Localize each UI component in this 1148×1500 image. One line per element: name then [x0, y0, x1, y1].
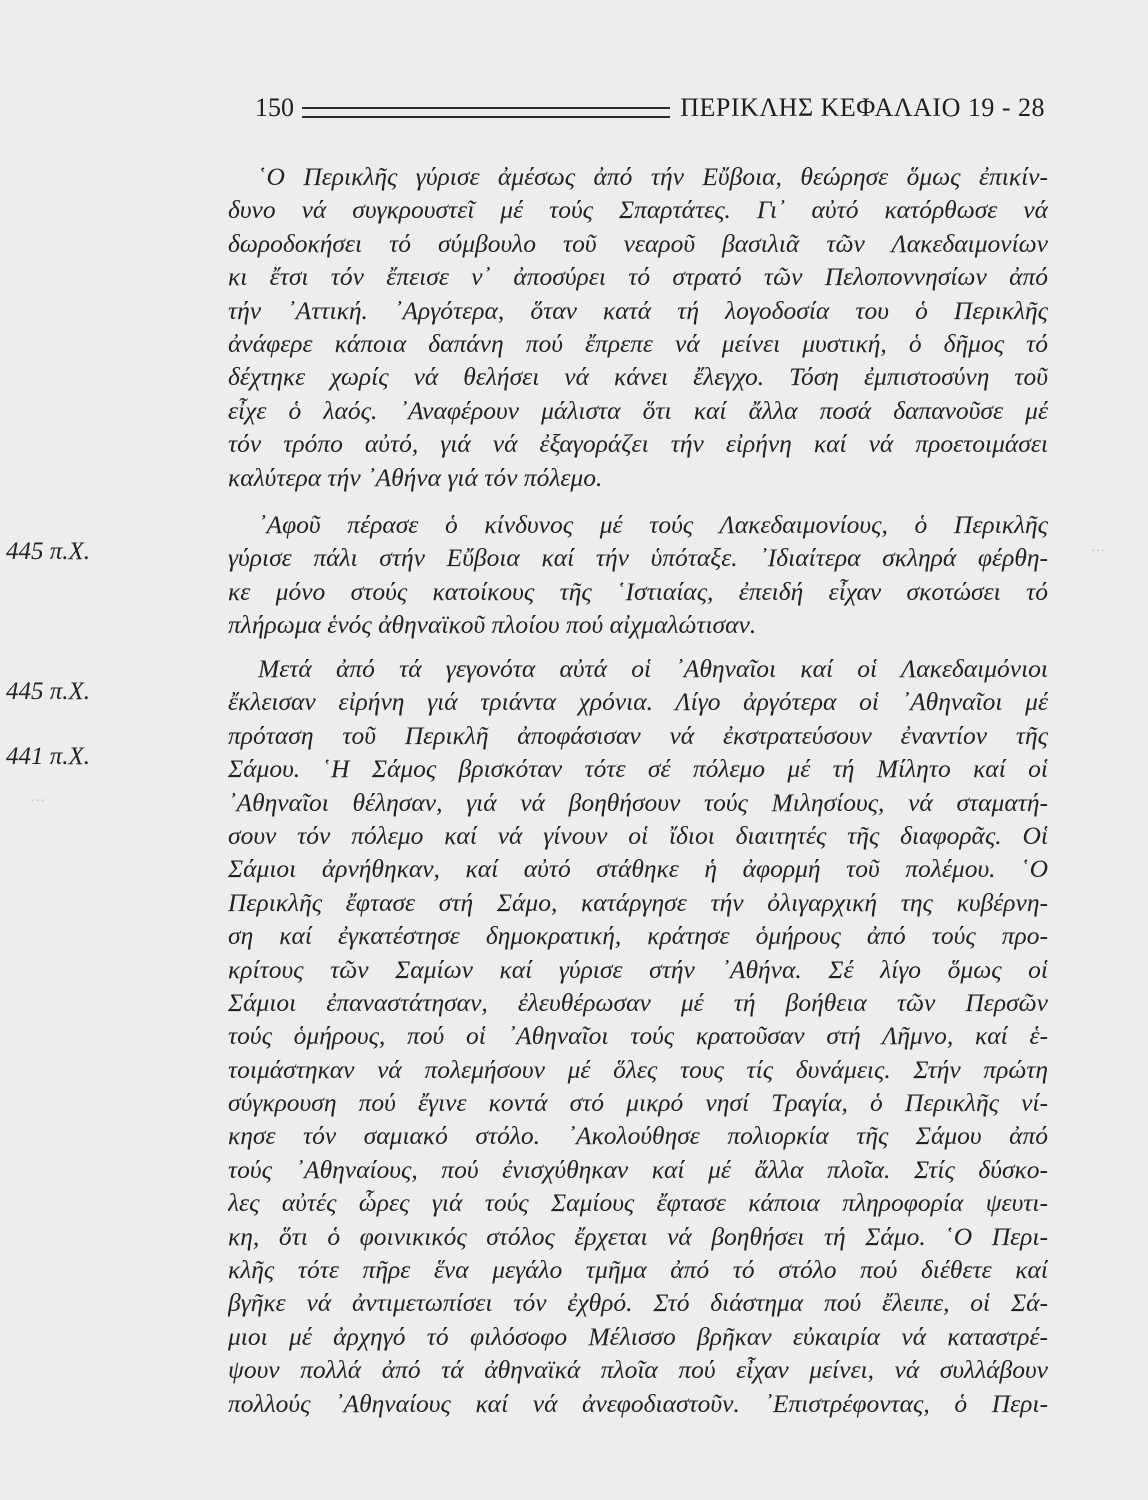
text-line: τούς ᾿Αθηναίους, πού ἐνισχύθηκαν καί μέ ἄλλα πλοῖα. Στίς δύσκο-	[228, 1154, 1048, 1184]
text-line: βγῆκε νά ἀντιμετωπίσει τόν ἐχθρό. Στό διάστημα πού ἔλειπε, οἱ Σά-	[228, 1288, 1048, 1318]
text-line: τοιμάστηκαν νά πολεμήσουν μέ ὅλες τους τίς δυνάμεις. Στήν πρώτη	[228, 1054, 1048, 1084]
text-line: ψουν πολλά ἀπό τά ἀθηναϊκά πλοῖα πού εἶχαν μείνει, νά συλλάβουν	[228, 1355, 1048, 1385]
text-line: Σάμιοι ἀρνήθηκαν, καί αὐτό στάθηκε ἡ ἀφορμή τοῦ πολέμου. ῾Ο	[228, 854, 1048, 884]
text-line: δωροδοκήσει τό σύμβουλο τοῦ νεαροῦ βασιλιᾶ τῶν Λακεδαιμονίων	[228, 228, 1048, 258]
text-line: πρόταση τοῦ Περικλῆ ἀποφάσισαν νά ἐκστρατεύσουν ἐναντίον τῆς	[228, 720, 1048, 750]
text-line: ᾿Αφοῦ πέρασε ὁ κίνδυνος μέ τούς Λακεδαιμονίους, ὁ Περικλῆς	[258, 510, 1048, 539]
text-line: πολλούς ᾿Αθηναίους καί νά ἀνεφοδιαστοῦν. ᾿Επιστρέφοντας, ὁ Περι-	[228, 1388, 1048, 1418]
text-line: κλῆς τότε πῆρε ἕνα μεγάλο τμῆμα ἀπό τό στόλο πού διέθετε καί	[228, 1255, 1048, 1285]
text-line: κη, ὅτι ὁ φοινικικός στόλος ἔρχεται νά βοηθήσει τή Σάμο. ῾Ο Περι-	[228, 1221, 1048, 1251]
margin-note-date: 445 π.Χ.	[6, 678, 91, 705]
margin-note-date: 441 π.Χ.	[6, 743, 91, 770]
paragraph-3	[228, 652, 1048, 1420]
text-line: σουν τόν πόλεμο καί νά γίνουν οἱ ἴδιοι διαιτητές τῆς διαφορᾶς. Οἱ	[228, 820, 1048, 850]
text-line: σύγκρουση πού ἔγινε κοντά στό μικρό νησί Τραγία, ὁ Περικλῆς νί-	[228, 1088, 1048, 1118]
text-line: κησε τόν σαμιακό στόλο. ᾿Ακολούθησε πολιορκία τῆς Σάμου ἀπό	[228, 1121, 1048, 1151]
text-line: εἶχε ὁ λαός. ᾿Αναφέρουν μάλιστα ὅτι καί ἄλλα ποσά δαπανοῦσε μέ	[228, 395, 1048, 425]
text-line: πλήρωμα ἑνός ἀθηναϊκοῦ πλοίου πού αἰχμαλώτισαν.	[228, 610, 757, 640]
page-header	[255, 88, 1045, 128]
margin-note-date: 445 π.Χ.	[6, 538, 91, 565]
text-line: καλύτερα τήν ᾿Αθήνα γιά τόν πόλεμο.	[228, 462, 603, 492]
text-line: δυνο νά συγκρουστεῖ μέ τούς Σπαρτάτες. Γι᾿ αὐτό κατόρθωσε νά	[228, 195, 1048, 225]
bleed-through-mark: ···	[30, 790, 45, 812]
text-line: κε μόνο στούς κατοίκους τῆς ῾Ιστιαίας, ἐπειδή εἶχαν σκοτώσει τό	[228, 576, 1048, 606]
paragraph-1	[228, 160, 1048, 494]
text-line: κι ἔτσι τόν ἔπεισε ν᾿ ἀποσύρει τό στρατό τῶν Πελοποννησίων ἀπό	[228, 262, 1048, 292]
text-line: Περικλῆς ἔφτασε στή Σάμο, κατάργησε τήν ὀλιγαρχική της κυβέρνη-	[228, 887, 1048, 917]
text-line: ῾Ο Περικλῆς γύρισε ἀμέσως ἀπό τήν Εὔβοια, θεώρησε ὅμως ἐπικίν-	[258, 162, 1048, 191]
text-line: τόν τρόπο αὐτό, γιά νά ἐξαγοράζει τήν εἰρήνη καί νά προετοιμάσει	[228, 429, 1048, 459]
text-line: κρίτους τῶν Σαμίων καί γύρισε στήν ᾿Αθήνα. Σέ λίγο ὅμως οἱ	[228, 954, 1048, 984]
text-line: Σάμου. ῾Η Σάμος βρισκόταν τότε σέ πόλεμο μέ τή Μίλητο καί οἱ	[228, 754, 1048, 784]
text-line: ἀνάφερε κάποια δαπάνη πού ἔπρεπε νά μείνει μυστική, ὁ δῆμος τό	[228, 328, 1048, 358]
text-line: ᾿Αθηναῖοι θέλησαν, γιά νά βοηθήσουν τούς Μιλησίους, νά σταματή-	[228, 787, 1048, 817]
running-title: ΠΕΡΙΚΛΗΣ ΚΕΦΑΛΑΙΟ 19 - 28	[680, 93, 1045, 122]
page-number: 150	[255, 93, 294, 122]
text-line: ση καί ἐγκατέστησε δημοκρατική, κράτησε ὁμήρους ἀπό τούς προ-	[228, 921, 1048, 951]
bleed-through-mark: ···	[1090, 540, 1105, 562]
header-rule	[302, 107, 670, 118]
text-line: Μετά ἀπό τά γεγονότα αὐτά οἱ ᾿Αθηναῖοι καί οἱ Λακεδαιμόνιοι	[258, 654, 1048, 683]
text-line: μιοι μέ ἀρχηγό τό φιλόσοφο Μέλισσο βρῆκαν εὐκαιρία νά καταστρέ-	[228, 1321, 1048, 1351]
text-line: Σάμιοι ἐπαναστάτησαν, ἐλευθέρωσαν μέ τή βοήθεια τῶν Περσῶν	[228, 987, 1048, 1017]
text-line: τήν ᾿Αττική. ᾿Αργότερα, ὅταν κατά τή λογοδοσία του ὁ Περικλῆς	[228, 295, 1048, 325]
text-line: δέχτηκε χωρίς νά θελήσει νά κάνει ἔλεγχο. Τόση ἐμπιστοσύνη τοῦ	[228, 362, 1048, 392]
paragraph-2	[228, 508, 1048, 642]
text-line: ἔκλεισαν εἰρήνη γιά τριάντα χρόνια. Λίγο ἀργότερα οἱ ᾿Αθηναῖοι μέ	[228, 687, 1048, 717]
text-line: τούς ὁμήρους, πού οἱ ᾿Αθηναῖοι τούς κρατοῦσαν στή Λῆμνο, καί ἑ-	[228, 1021, 1048, 1051]
text-line: λες αὐτές ὧρες γιά τούς Σαμίους ἔφτασε κάποια πληροφορία ψευτι-	[228, 1188, 1048, 1218]
text-line: γύρισε πάλι στήν Εὔβοια καί τήν ὑπόταξε. ᾿Ιδιαίτερα σκληρά φέρθη-	[228, 543, 1048, 573]
